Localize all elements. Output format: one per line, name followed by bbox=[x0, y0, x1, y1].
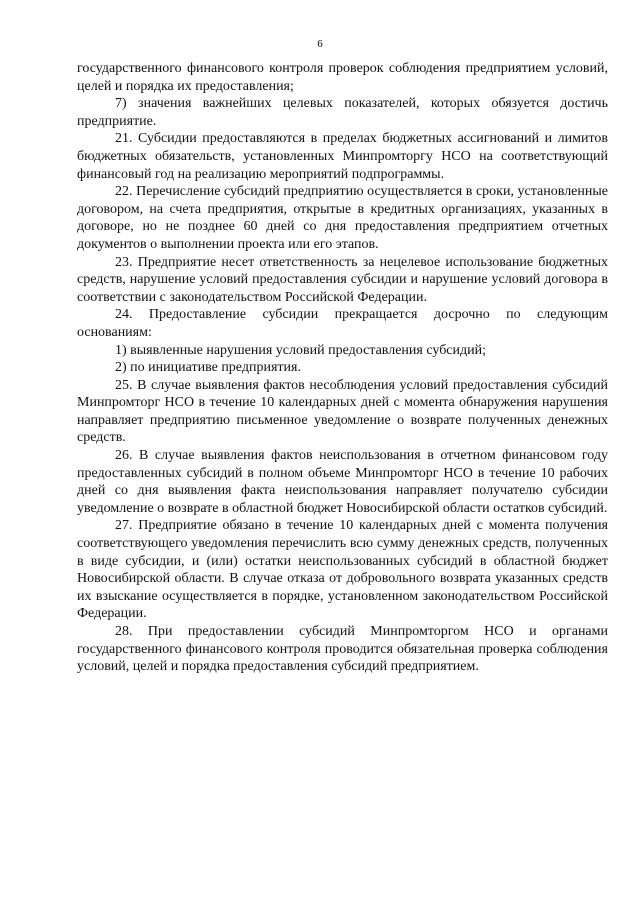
paragraph-22: 22. Перечисление субсидий предприятию осуществляется в сроки, установленные договором, на счета предприятия, открытые в кредитных организациях, указанных в договоре, но не позднее 60 дней со дня предоставления предприятием отчетных документов о выполнении проекта или его этапов. bbox=[77, 184, 608, 252]
paragraph-item-7: 7) значения важнейших целевых показателей, которых обязуется достичь предприятие. bbox=[77, 96, 608, 129]
paragraph-23: 23. Предприятие несет ответственность за нецелевое использование бюджетных средств, нарушение условий предоставления субсидии и нарушение условий договора в соответствии с законодательством Российской Федерации. bbox=[77, 254, 608, 305]
page-number: 6 bbox=[317, 38, 323, 50]
paragraph-continuation: государственного финансового контроля проверок соблюдения предприятием условий, целей и порядка их предоставления; bbox=[77, 61, 608, 94]
paragraph-24-item-2: 2) по инициативе предприятия. bbox=[115, 360, 301, 376]
paragraph-28: 28. При предоставлении субсидий Минпромторгом НСО и органами государственного финансового контроля проводится обязательная проверка соблюдения условий, целей и порядка предоставления субсидий предприятием. bbox=[77, 624, 608, 675]
paragraph-25: 25. В случае выявления фактов несоблюдения условий предоставления субсидий Минпромторг НСО в течение 10 календарных дней с момента обнаружения нарушения направляет предприятию письменное уведомление о возврате полученных денежных средств. bbox=[77, 377, 608, 446]
paragraph-21: 21. Субсидии предоставляются в пределах бюджетных ассигнований и лимитов бюджетных обязательств, установленных Минпромторгу НСО на соответствующий финансовый год на реализацию мероприятий подпрограммы. bbox=[77, 131, 608, 182]
paragraph-24-item-1: 1) выявленные нарушения условий предоставления субсидий; bbox=[115, 342, 487, 358]
paragraph-27: 27. Предприятие обязано в течение 10 календарных дней с момента получения соответствующего уведомления перечислить всю сумму денежных средств, полученных в виде субсидии, и (или) остатки неиспользованных субсидий в областной бюджет Новосибирской области. В случае отказа от добровольного возврата указанных средств их взыскание осуществляется в порядке, установленном законодательством Российской Федерации. bbox=[77, 518, 608, 622]
paragraph-24: 24. Предоставление субсидии прекращается досрочно по следующим основаниям: bbox=[77, 307, 608, 340]
paragraph-26: 26. В случае выявления фактов неиспользования в отчетном финансовом году предоставленных субсидий в полном объеме Минпромторг НСО в течение 10 рабочих дней со дня выявления факта неиспользования направляет получателю субсидии уведомление о возврате в областной бюджет Новосибирской области остатков субсидий. bbox=[77, 448, 608, 516]
document-body bbox=[77, 60, 608, 676]
